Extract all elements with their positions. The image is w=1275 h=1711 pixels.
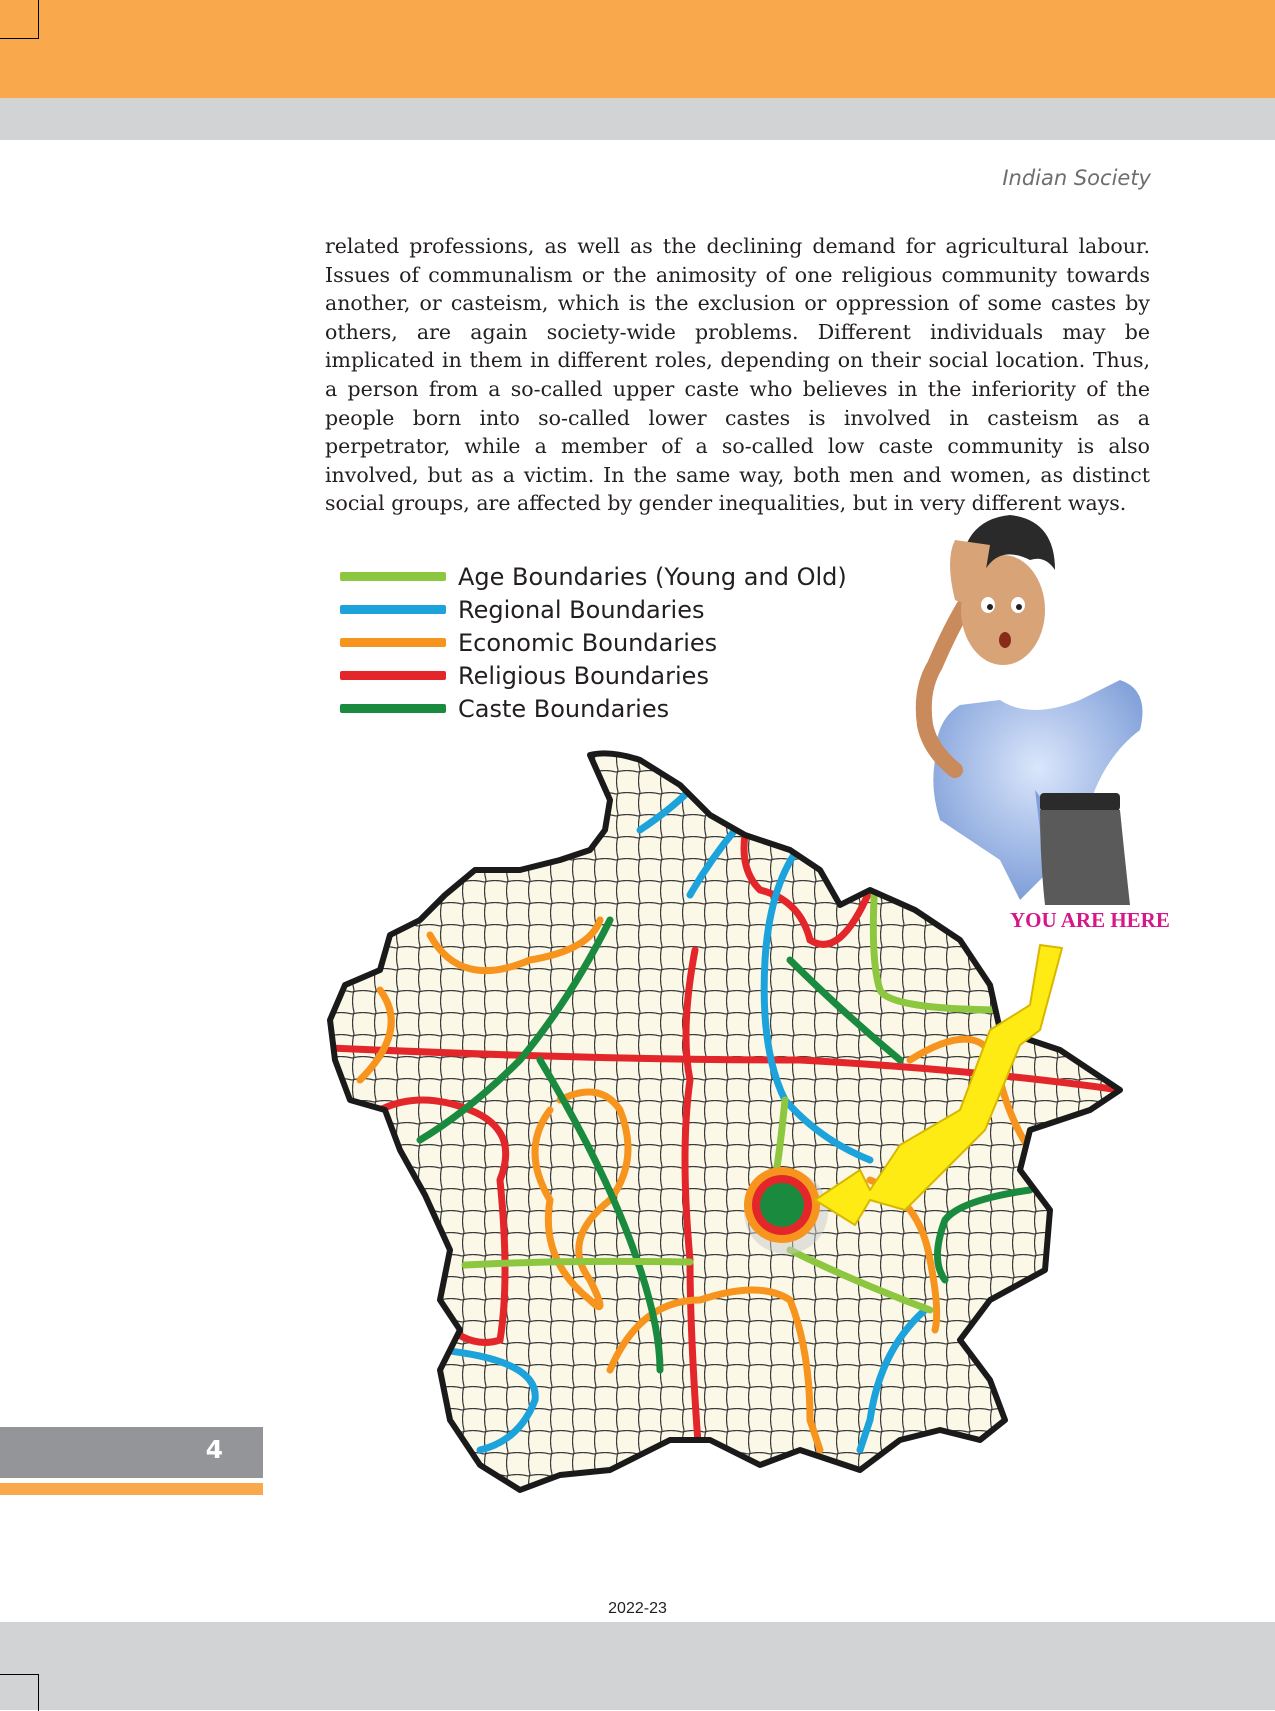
legend-label: Regional Boundaries	[458, 595, 705, 624]
crop-mark-bottom	[0, 1674, 39, 1711]
worried-man-illustration	[924, 515, 1143, 905]
legend-label: Religious Boundaries	[458, 661, 709, 690]
legend-label: Economic Boundaries	[458, 628, 718, 657]
legend-label: Age Boundaries (Young and Old)	[458, 562, 847, 591]
legend-swatch-regional	[340, 605, 446, 614]
body-text	[325, 232, 1150, 518]
figure-legend	[340, 560, 847, 725]
header-gray-strip	[0, 98, 1275, 140]
legend-item	[340, 560, 847, 593]
page-number: 4	[205, 1435, 223, 1464]
legend-item	[340, 626, 847, 659]
you-are-here-label: YOU ARE HERE	[1010, 908, 1170, 932]
footer-gray-band	[0, 1622, 1275, 1710]
legend-swatch-caste	[340, 704, 446, 713]
map-shape	[330, 753, 1120, 1490]
legend-swatch-economic	[340, 638, 446, 647]
body-paragraph: related professions, as well as the declining demand for agricultural labour. Issues of communalism or the animosity of one religious community towards another, or casteism, which is the exclusion or oppression of some castes by others, are again society-wide problems. Different individuals may be implicated in them in different roles, depending on their social location. Thus, a person from a so-called upper caste who believes in the inferiority of the people born into so-called lower castes is involved in casteism as a perpetrator, while a member of a so-called low caste community is also involved, but as a victim. In the same way, both men and women, as distinct social groups, are affected by gender inequalities, but in very different ways.	[325, 234, 1150, 516]
header-band	[0, 0, 1275, 98]
running-head: Indian Society	[1002, 166, 1151, 190]
edition-year: 2022-23	[608, 1600, 667, 1617]
page-number-box	[0, 1427, 263, 1478]
crop-mark-top	[0, 0, 39, 39]
legend-item	[340, 593, 847, 626]
legend-swatch-age	[340, 572, 446, 581]
legend-item	[340, 692, 847, 725]
legend-swatch-religious	[340, 671, 446, 680]
legend-item	[340, 659, 847, 692]
page-number-underline	[0, 1483, 263, 1495]
legend-label: Caste Boundaries	[458, 694, 670, 723]
